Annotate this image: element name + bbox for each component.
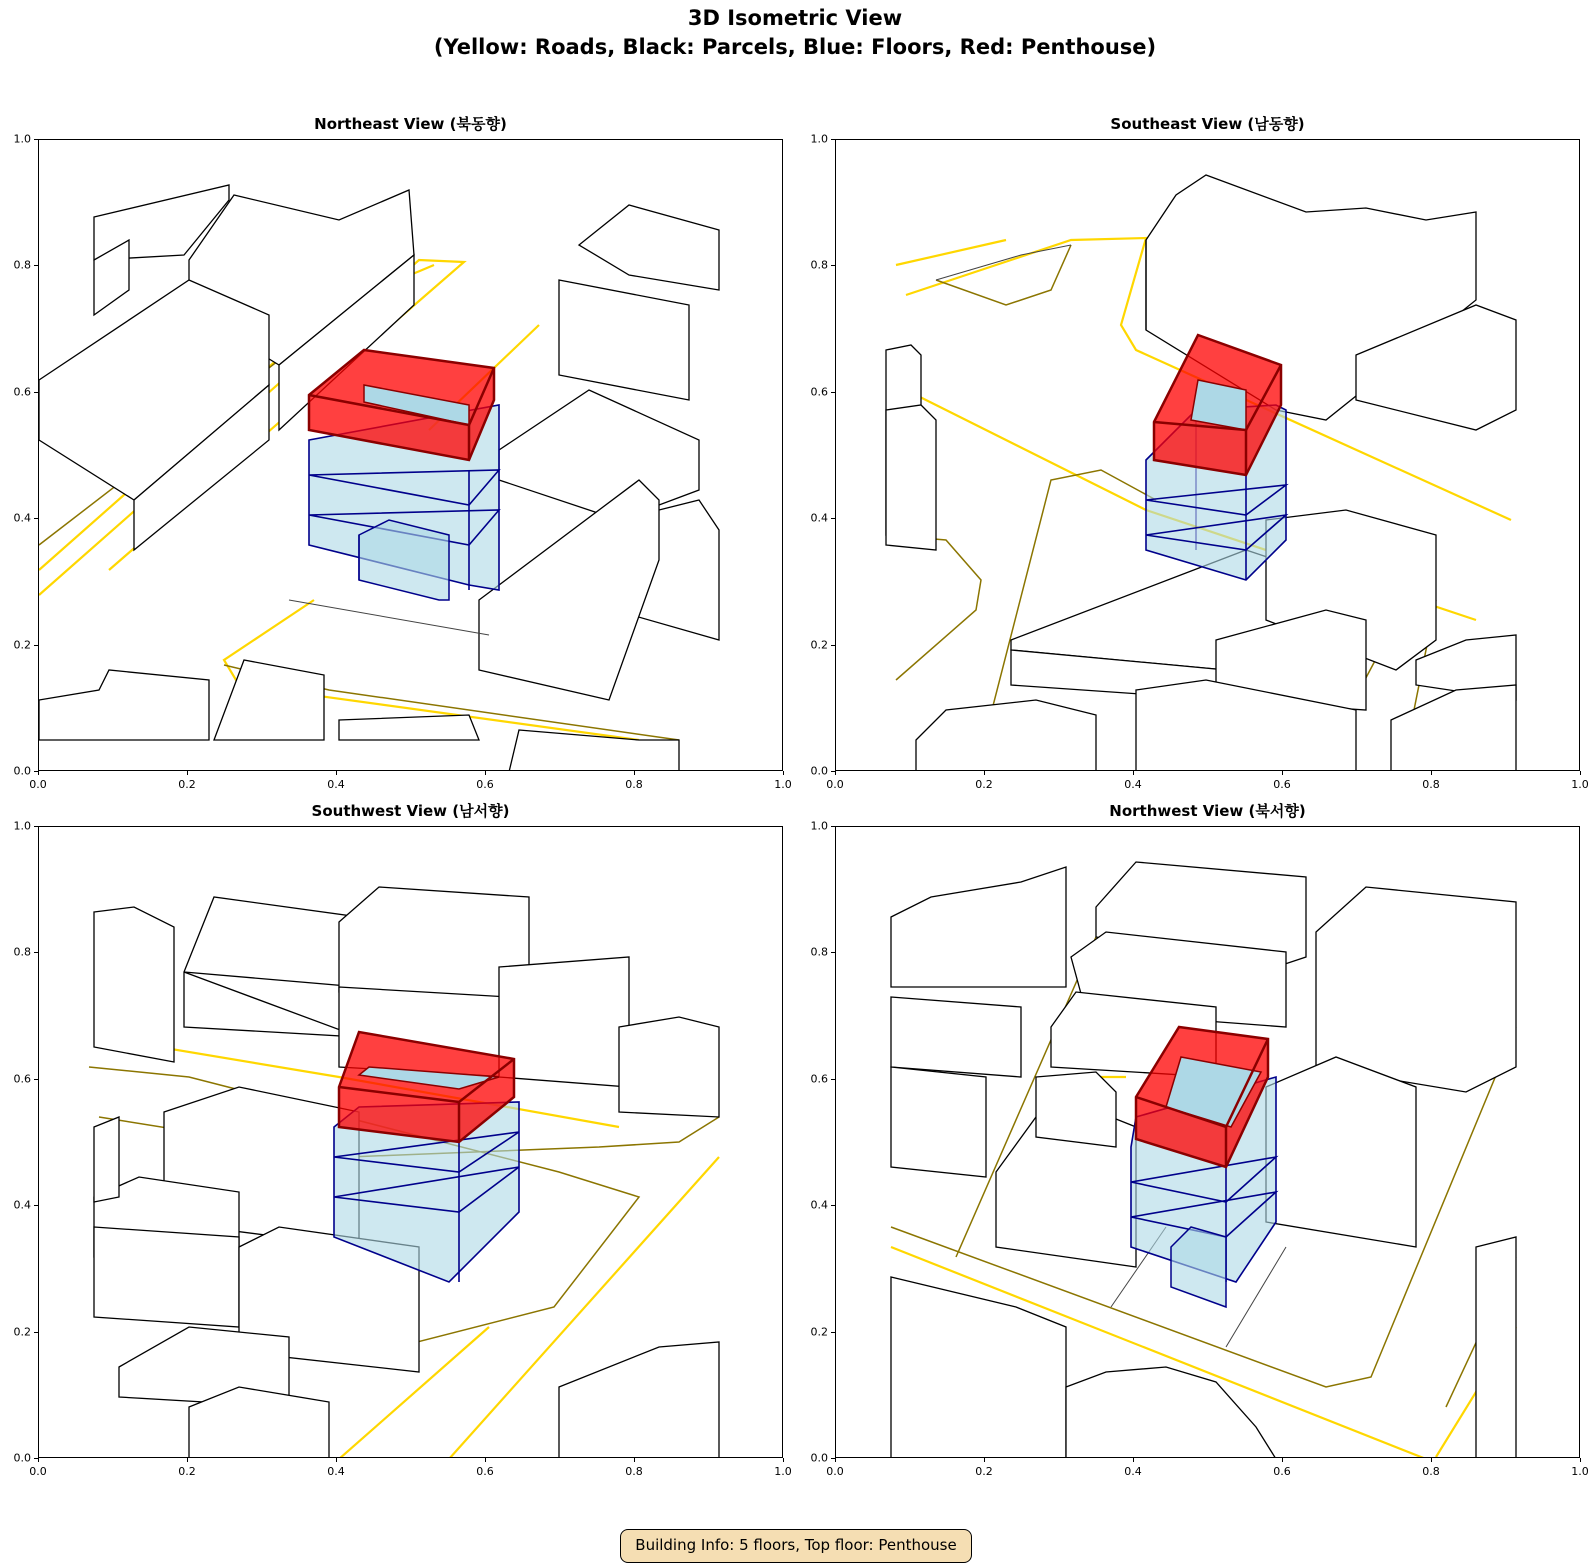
x-tick-label: 0.8 — [625, 1465, 643, 1478]
x-tick-mark — [1580, 1458, 1581, 1462]
y-tick-mark — [34, 392, 38, 393]
y-tick-mark — [34, 1079, 38, 1080]
x-tick-mark — [485, 771, 486, 775]
y-tick-label: 0.4 — [810, 1198, 828, 1212]
y-tick-label: 0.2 — [810, 638, 828, 652]
y-tick-mark — [34, 1332, 38, 1333]
y-tick-label: 0.0 — [810, 1451, 828, 1465]
y-tick-mark — [34, 771, 38, 772]
northwest-view-panel — [810, 802, 1589, 1478]
y-tick-mark — [831, 392, 835, 393]
y-tick-label: 1.0 — [13, 819, 31, 833]
x-tick-label: 0.0 — [826, 778, 844, 791]
x-tick-label: 0.4 — [1124, 778, 1142, 791]
y-tick-mark — [34, 645, 38, 646]
x-tick-label: 0.4 — [327, 1465, 345, 1478]
x-tick-mark — [1580, 771, 1581, 775]
x-tick-mark — [835, 771, 836, 775]
y-tick-mark — [831, 1458, 835, 1459]
x-tick-mark — [783, 771, 784, 775]
x-tick-label: 0.0 — [826, 1465, 844, 1478]
y-tick-mark — [34, 1458, 38, 1459]
x-tick-label: 0.6 — [476, 778, 494, 791]
panel-title: Northeast View (북동향) — [314, 115, 507, 133]
y-tick-mark — [34, 265, 38, 266]
y-tick-label: 1.0 — [810, 132, 828, 146]
x-tick-label: 0.4 — [1124, 1465, 1142, 1478]
panel-title: Southwest View (남서향) — [311, 802, 510, 820]
x-tick-label: 0.8 — [625, 778, 643, 791]
x-tick-mark — [485, 1458, 486, 1462]
x-tick-mark — [336, 1458, 337, 1462]
y-tick-mark — [831, 771, 835, 772]
x-tick-label: 0.0 — [29, 1465, 47, 1478]
y-tick-label: 0.2 — [810, 1325, 828, 1339]
y-tick-label: 0.8 — [810, 258, 828, 272]
y-tick-mark — [831, 952, 835, 953]
northeast-scene — [39, 140, 783, 771]
x-tick-mark — [187, 771, 188, 775]
x-tick-mark — [38, 771, 39, 775]
x-tick-mark — [1431, 771, 1432, 775]
y-tick-mark — [831, 1332, 835, 1333]
y-tick-mark — [34, 1205, 38, 1206]
x-tick-label: 0.2 — [178, 778, 196, 791]
y-tick-mark — [831, 518, 835, 519]
southeast-scene — [836, 140, 1580, 771]
x-tick-label: 1.0 — [774, 1465, 792, 1478]
y-tick-label: 0.2 — [13, 638, 31, 652]
x-tick-label: 1.0 — [1571, 1465, 1589, 1478]
y-tick-label: 1.0 — [13, 132, 31, 146]
x-tick-mark — [984, 771, 985, 775]
figure-title — [0, 4, 1590, 62]
northwest-scene — [836, 827, 1580, 1458]
x-tick-label: 0.6 — [1273, 1465, 1291, 1478]
x-tick-mark — [1133, 771, 1134, 775]
y-tick-label: 0.8 — [13, 258, 31, 272]
y-tick-label: 0.4 — [13, 511, 31, 525]
x-tick-mark — [1133, 1458, 1134, 1462]
x-tick-mark — [634, 771, 635, 775]
x-tick-mark — [336, 771, 337, 775]
southwest-scene — [39, 827, 783, 1458]
y-tick-label: 0.2 — [13, 1325, 31, 1339]
y-tick-label: 0.6 — [810, 1072, 828, 1086]
x-tick-mark — [835, 1458, 836, 1462]
x-tick-mark — [38, 1458, 39, 1462]
y-tick-mark — [831, 826, 835, 827]
plot-area — [835, 139, 1580, 771]
x-tick-label: 0.4 — [327, 778, 345, 791]
y-tick-label: 0.6 — [810, 385, 828, 399]
x-tick-mark — [634, 1458, 635, 1462]
y-tick-label: 0.6 — [13, 1072, 31, 1086]
y-tick-label: 0.0 — [810, 764, 828, 778]
figure-title-line2: (Yellow: Roads, Black: Parcels, Blue: Floors, Red: Penthouse) — [433, 35, 1157, 59]
x-tick-label: 0.8 — [1422, 1465, 1440, 1478]
y-tick-label: 0.4 — [13, 1198, 31, 1212]
x-tick-mark — [1431, 1458, 1432, 1462]
x-tick-label: 0.6 — [1273, 778, 1291, 791]
y-tick-mark — [831, 139, 835, 140]
northeast-view-panel — [13, 115, 792, 791]
y-tick-mark — [34, 826, 38, 827]
x-tick-label: 0.2 — [975, 778, 993, 791]
x-tick-label: 0.2 — [178, 1465, 196, 1478]
y-tick-mark — [831, 1205, 835, 1206]
y-tick-label: 0.6 — [13, 385, 31, 399]
x-tick-label: 0.6 — [476, 1465, 494, 1478]
x-tick-mark — [187, 1458, 188, 1462]
x-tick-mark — [1282, 771, 1283, 775]
x-tick-mark — [1282, 1458, 1283, 1462]
y-tick-mark — [34, 952, 38, 953]
plot-area — [38, 139, 783, 771]
x-tick-label: 1.0 — [1571, 778, 1589, 791]
x-tick-mark — [783, 1458, 784, 1462]
x-tick-label: 1.0 — [774, 778, 792, 791]
y-tick-label: 0.0 — [13, 1451, 31, 1465]
building-info-box: Building Info: 5 floors, Top floor: Penthouse — [620, 1529, 972, 1563]
y-tick-label: 0.0 — [13, 764, 31, 778]
panel-title: Northwest View (북서향) — [1109, 802, 1306, 820]
plot-area — [38, 826, 783, 1458]
y-tick-mark — [34, 139, 38, 140]
y-tick-label: 0.4 — [810, 511, 828, 525]
southwest-view-panel — [13, 802, 792, 1478]
y-tick-mark — [831, 265, 835, 266]
x-tick-label: 0.0 — [29, 778, 47, 791]
y-tick-label: 0.8 — [810, 945, 828, 959]
southeast-view-panel — [810, 115, 1589, 791]
y-tick-label: 0.8 — [13, 945, 31, 959]
x-tick-label: 0.2 — [975, 1465, 993, 1478]
y-tick-mark — [34, 518, 38, 519]
y-tick-label: 1.0 — [810, 819, 828, 833]
y-tick-mark — [831, 645, 835, 646]
figure-title-line1: 3D Isometric View — [687, 6, 903, 30]
panel-title: Southeast View (남동향) — [1110, 115, 1305, 133]
plot-area — [835, 826, 1580, 1458]
x-tick-mark — [984, 1458, 985, 1462]
y-tick-mark — [831, 1079, 835, 1080]
x-tick-label: 0.8 — [1422, 778, 1440, 791]
